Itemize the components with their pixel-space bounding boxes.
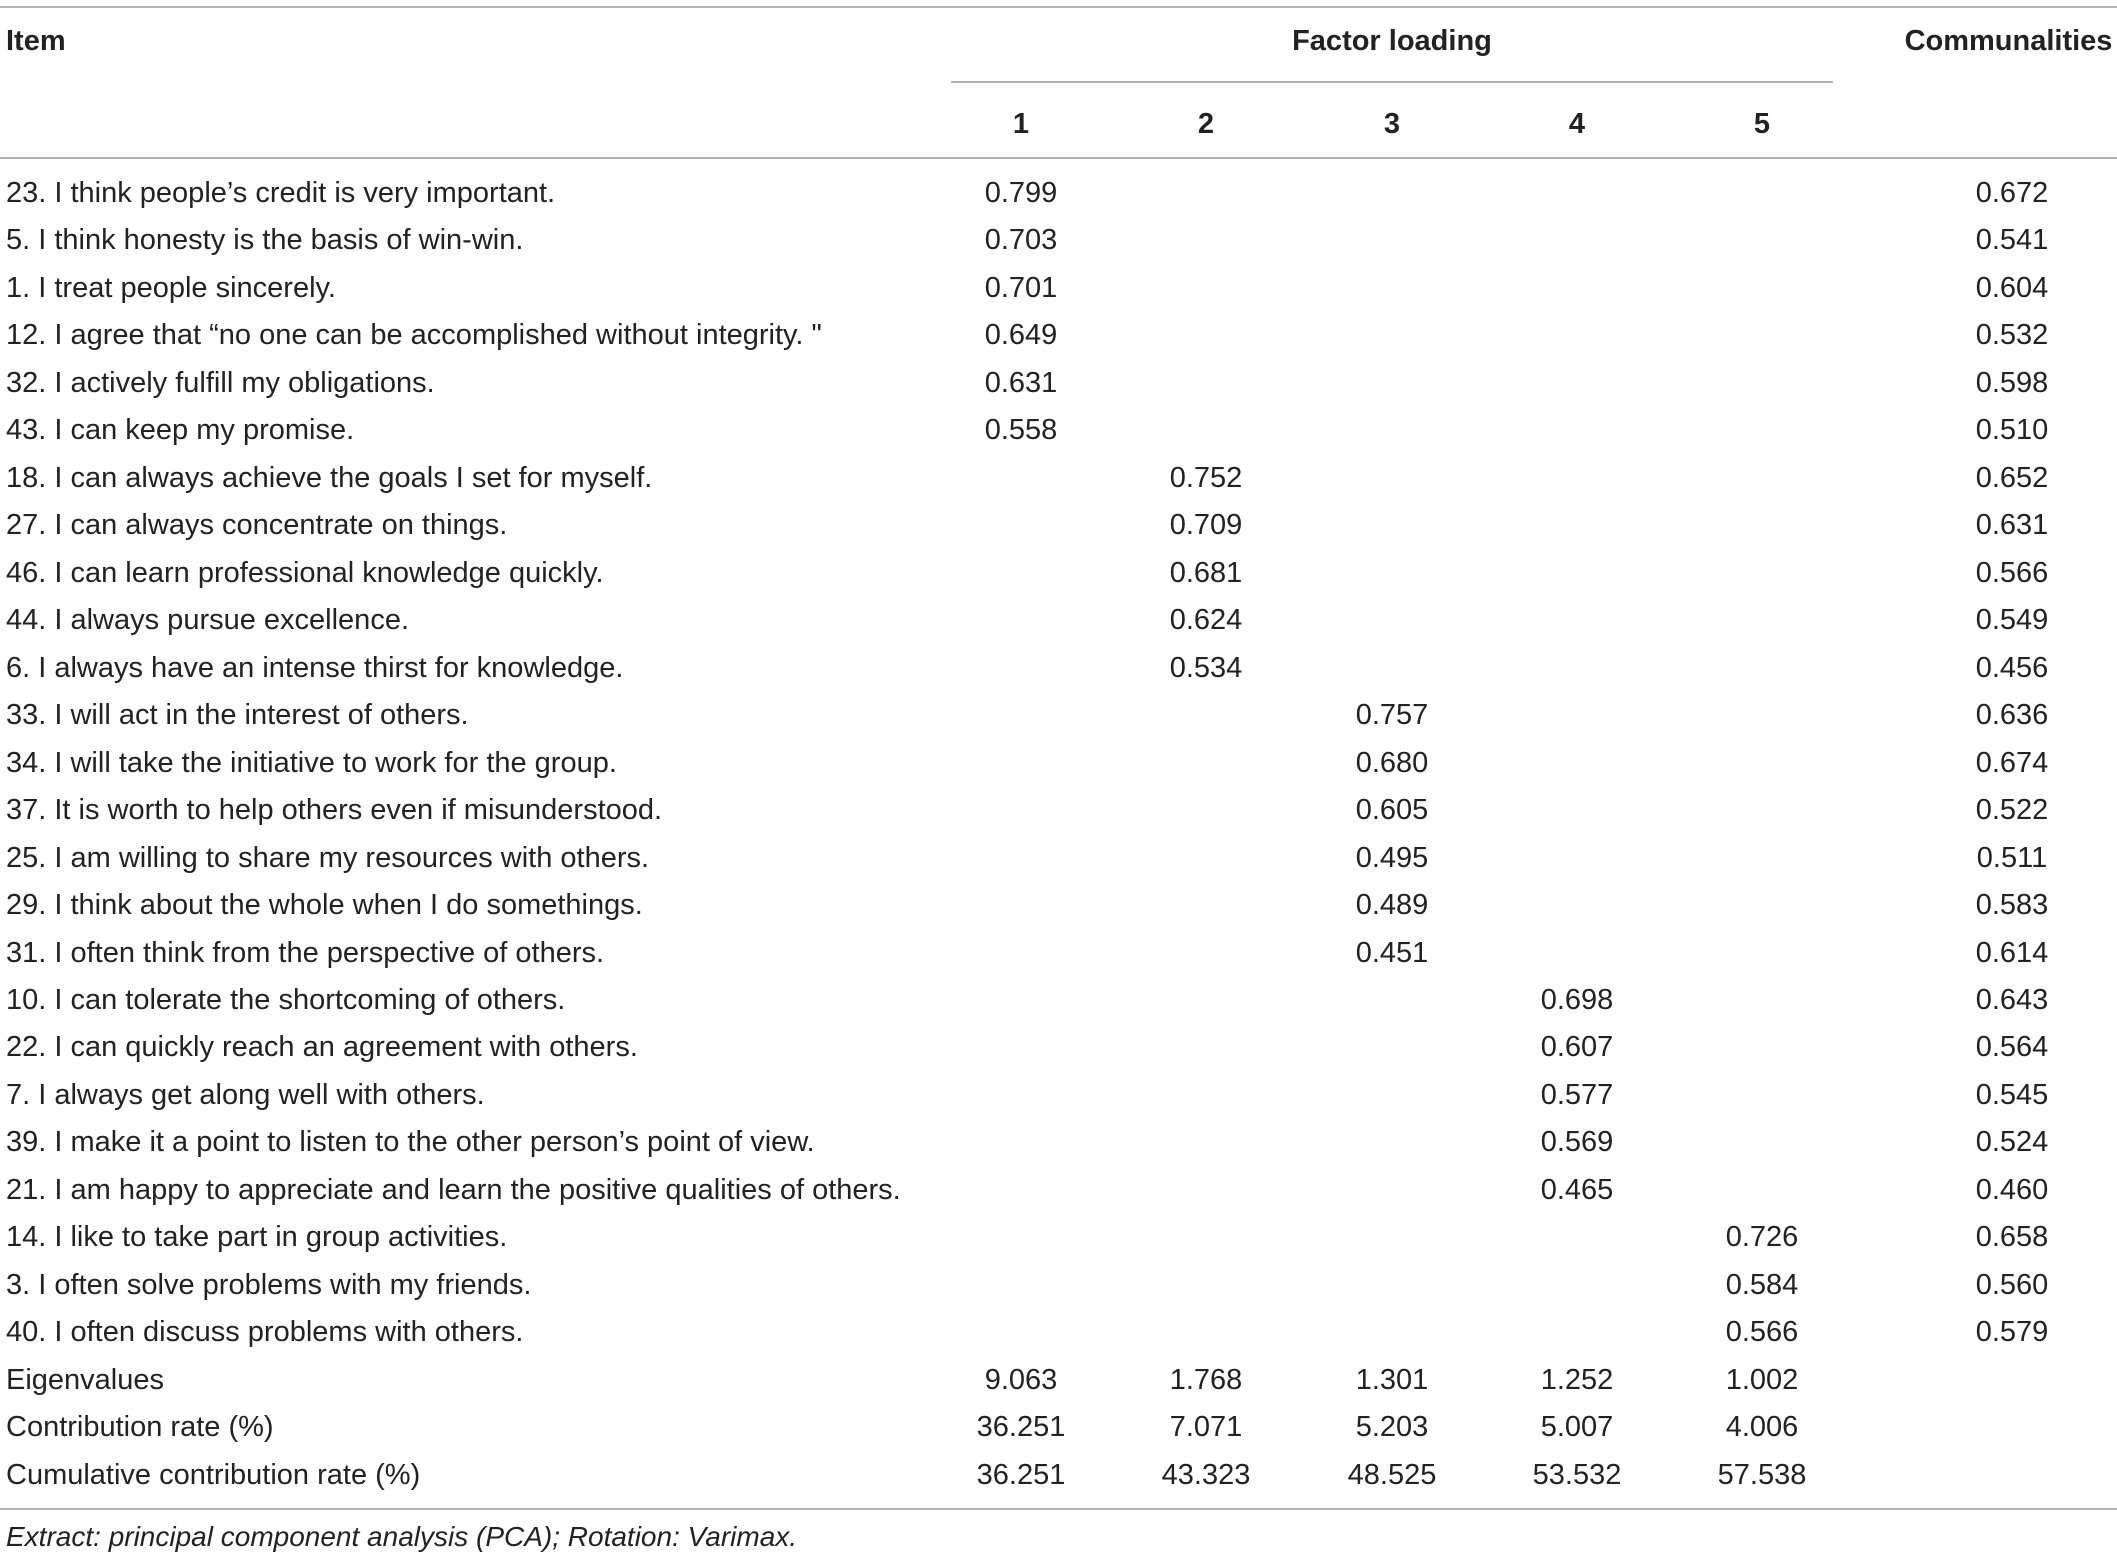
table-body bbox=[0, 170, 2117, 1499]
factor-5-loading: 0.566 bbox=[1725, 1316, 1799, 1349]
factor-3-loading: 0.680 bbox=[1355, 746, 1429, 779]
factor-3-loading: 0.489 bbox=[1355, 889, 1429, 922]
header-factor-1: 1 bbox=[1012, 108, 1030, 140]
table-row bbox=[0, 1072, 2117, 1119]
communality-value: 0.510 bbox=[1975, 414, 2049, 447]
communality-value: 0.460 bbox=[1975, 1173, 2049, 1206]
table-bottom-rule bbox=[0, 1508, 2117, 1510]
item-label: 18. I can always achieve the goals I set for myself. bbox=[6, 461, 653, 494]
communality-value: 0.598 bbox=[1975, 366, 2049, 399]
factor-1-loading: 0.631 bbox=[984, 366, 1058, 399]
factor-1-loading: 36.251 bbox=[976, 1458, 1066, 1491]
table-row bbox=[0, 217, 2117, 264]
item-label: 37. It is worth to help others even if misunderstood. bbox=[6, 794, 663, 827]
factor-3-loading: 0.495 bbox=[1355, 841, 1429, 874]
factor-1-loading: 0.558 bbox=[984, 414, 1058, 447]
header-factor-3: 3 bbox=[1383, 108, 1401, 140]
communality-value: 0.631 bbox=[1975, 509, 2049, 542]
item-label: 5. I think honesty is the basis of win-win. bbox=[6, 224, 524, 257]
factor-2-loading: 0.681 bbox=[1169, 556, 1243, 589]
item-label: 7. I always get along well with others. bbox=[6, 1078, 485, 1111]
item-label: 25. I am willing to share my resources with others. bbox=[6, 841, 650, 874]
table-row bbox=[0, 692, 2117, 739]
factor-1-loading: 9.063 bbox=[984, 1363, 1058, 1396]
factor-2-loading: 7.071 bbox=[1169, 1411, 1243, 1444]
item-label: 40. I often discuss problems with others. bbox=[6, 1316, 524, 1349]
factor-5-loading: 4.006 bbox=[1725, 1411, 1799, 1444]
table-row bbox=[0, 265, 2117, 312]
item-label: 14. I like to take part in group activities. bbox=[6, 1221, 508, 1254]
factor-5-loading: 57.538 bbox=[1717, 1458, 1807, 1491]
factor-1-loading: 36.251 bbox=[976, 1411, 1066, 1444]
item-label: 3. I often solve problems with my friends. bbox=[6, 1268, 532, 1301]
table-row bbox=[0, 312, 2117, 359]
communality-value: 0.522 bbox=[1975, 794, 2049, 827]
communality-value: 0.672 bbox=[1975, 177, 2049, 209]
table-row bbox=[0, 1452, 2117, 1499]
table-row bbox=[0, 1119, 2117, 1166]
table-row bbox=[0, 360, 2117, 407]
header-factor-loading: Factor loading bbox=[1292, 25, 1492, 57]
item-label: 1. I treat people sincerely. bbox=[6, 271, 336, 304]
factor-2-loading: 0.624 bbox=[1169, 604, 1243, 637]
item-label: 34. I will take the initiative to work for the group. bbox=[6, 746, 617, 779]
item-label: 32. I actively fulfill my obligations. bbox=[6, 366, 435, 399]
factor-3-loading: 0.451 bbox=[1355, 936, 1429, 969]
table-footnote: Extract: principal component analysis (PCA); Rotation: Varimax. bbox=[6, 1521, 798, 1552]
item-label: 46. I can learn professional knowledge quickly. bbox=[6, 556, 604, 589]
communality-value: 0.524 bbox=[1975, 1126, 2049, 1159]
item-label: 44. I always pursue excellence. bbox=[6, 604, 409, 637]
communality-value: 0.511 bbox=[1976, 841, 2048, 874]
communality-value: 0.652 bbox=[1975, 461, 2049, 494]
header-factor-5: 5 bbox=[1753, 108, 1771, 140]
factor-4-loading: 0.698 bbox=[1540, 983, 1614, 1016]
item-label: 22. I can quickly reach an agreement with others. bbox=[6, 1031, 638, 1064]
table-row bbox=[0, 407, 2117, 454]
table-row bbox=[0, 1309, 2117, 1356]
table-row bbox=[0, 1404, 2117, 1451]
header-factor-2: 2 bbox=[1197, 108, 1215, 140]
factor-3-loading: 0.757 bbox=[1355, 699, 1429, 732]
factor-5-loading: 0.726 bbox=[1725, 1221, 1799, 1254]
header-communalities: Communalities bbox=[1904, 25, 2113, 57]
item-label: 23. I think people’s credit is very important. bbox=[6, 177, 556, 209]
table-row bbox=[0, 170, 2117, 217]
table-row bbox=[0, 1357, 2117, 1404]
communality-value: 0.579 bbox=[1975, 1316, 2049, 1349]
table-top-rule bbox=[0, 6, 2117, 8]
factor-4-loading: 0.607 bbox=[1540, 1031, 1614, 1064]
communality-value: 0.564 bbox=[1975, 1031, 2049, 1064]
factor-4-loading: 0.465 bbox=[1540, 1173, 1614, 1206]
factor-5-loading: 1.002 bbox=[1725, 1363, 1799, 1396]
table-row bbox=[0, 882, 2117, 929]
factor-4-loading: 5.007 bbox=[1540, 1411, 1614, 1444]
communality-value: 0.456 bbox=[1975, 651, 2049, 684]
factor-4-loading: 0.569 bbox=[1540, 1126, 1614, 1159]
factor-4-loading: 0.577 bbox=[1540, 1078, 1614, 1111]
communality-value: 0.614 bbox=[1975, 936, 2049, 969]
factor-3-loading: 1.301 bbox=[1355, 1363, 1429, 1396]
table-row bbox=[0, 502, 2117, 549]
header-item: Item bbox=[6, 25, 66, 57]
factor-2-loading: 43.323 bbox=[1161, 1458, 1251, 1491]
item-label: 43. I can keep my promise. bbox=[6, 414, 355, 447]
factor-2-loading: 1.768 bbox=[1169, 1363, 1243, 1396]
communality-value: 0.643 bbox=[1975, 983, 2049, 1016]
table-row bbox=[0, 977, 2117, 1024]
communality-value: 0.545 bbox=[1975, 1078, 2049, 1111]
factor-4-loading: 1.252 bbox=[1540, 1363, 1614, 1396]
item-label: 27. I can always concentrate on things. bbox=[6, 509, 508, 542]
communality-value: 0.560 bbox=[1975, 1268, 2049, 1301]
factor-3-loading: 0.605 bbox=[1355, 794, 1429, 827]
item-label: Contribution rate (%) bbox=[6, 1411, 274, 1444]
item-label: 6. I always have an intense thirst for knowledge. bbox=[6, 651, 624, 684]
factor-loading-underline bbox=[951, 81, 1833, 83]
table-row bbox=[0, 835, 2117, 882]
table-row bbox=[0, 787, 2117, 834]
factor-1-loading: 0.701 bbox=[984, 271, 1058, 304]
table-row bbox=[0, 740, 2117, 787]
item-label: Cumulative contribution rate (%) bbox=[6, 1458, 421, 1491]
factor-2-loading: 0.752 bbox=[1169, 461, 1243, 494]
factor-2-loading: 0.534 bbox=[1169, 651, 1243, 684]
table-row bbox=[0, 455, 2117, 502]
communality-value: 0.566 bbox=[1975, 556, 2049, 589]
factor-4-loading: 53.532 bbox=[1532, 1458, 1622, 1491]
communality-value: 0.604 bbox=[1975, 271, 2049, 304]
communality-value: 0.549 bbox=[1975, 604, 2049, 637]
factor-1-loading: 0.703 bbox=[984, 224, 1058, 257]
communality-value: 0.636 bbox=[1975, 699, 2049, 732]
factor-2-loading: 0.709 bbox=[1169, 509, 1243, 542]
item-label: 29. I think about the whole when I do somethings. bbox=[6, 889, 643, 922]
table-row bbox=[0, 930, 2117, 977]
item-label: 33. I will act in the interest of others. bbox=[6, 699, 469, 732]
table-row bbox=[0, 1167, 2117, 1214]
table-row bbox=[0, 1262, 2117, 1309]
table-row bbox=[0, 1214, 2117, 1261]
factor-3-loading: 48.525 bbox=[1347, 1458, 1437, 1491]
factor-5-loading: 0.584 bbox=[1725, 1268, 1799, 1301]
table-row bbox=[0, 597, 2117, 644]
communality-value: 0.583 bbox=[1975, 889, 2049, 922]
item-label: 31. I often think from the perspective of others. bbox=[6, 936, 605, 969]
table-row bbox=[0, 645, 2117, 692]
factor-1-loading: 0.649 bbox=[984, 319, 1058, 352]
communality-value: 0.541 bbox=[1975, 224, 2049, 257]
table-row bbox=[0, 1024, 2117, 1071]
communality-value: 0.532 bbox=[1975, 319, 2049, 352]
item-label: 39. I make it a point to listen to the other person’s point of view. bbox=[6, 1126, 815, 1159]
factor-1-loading: 0.799 bbox=[984, 177, 1058, 209]
item-label: Eigenvalues bbox=[6, 1363, 164, 1396]
item-label: 21. I am happy to appreciate and learn the positive qualities of others. bbox=[6, 1173, 901, 1206]
table-row bbox=[0, 550, 2117, 597]
factor-3-loading: 5.203 bbox=[1355, 1411, 1429, 1444]
communality-value: 0.674 bbox=[1975, 746, 2049, 779]
header-factor-4: 4 bbox=[1568, 108, 1586, 140]
header-bottom-rule bbox=[0, 157, 2117, 159]
communality-value: 0.658 bbox=[1975, 1221, 2049, 1254]
item-label: 10. I can tolerate the shortcoming of others. bbox=[6, 983, 566, 1016]
item-label: 12. I agree that “no one can be accomplished without integrity. " bbox=[6, 319, 822, 352]
